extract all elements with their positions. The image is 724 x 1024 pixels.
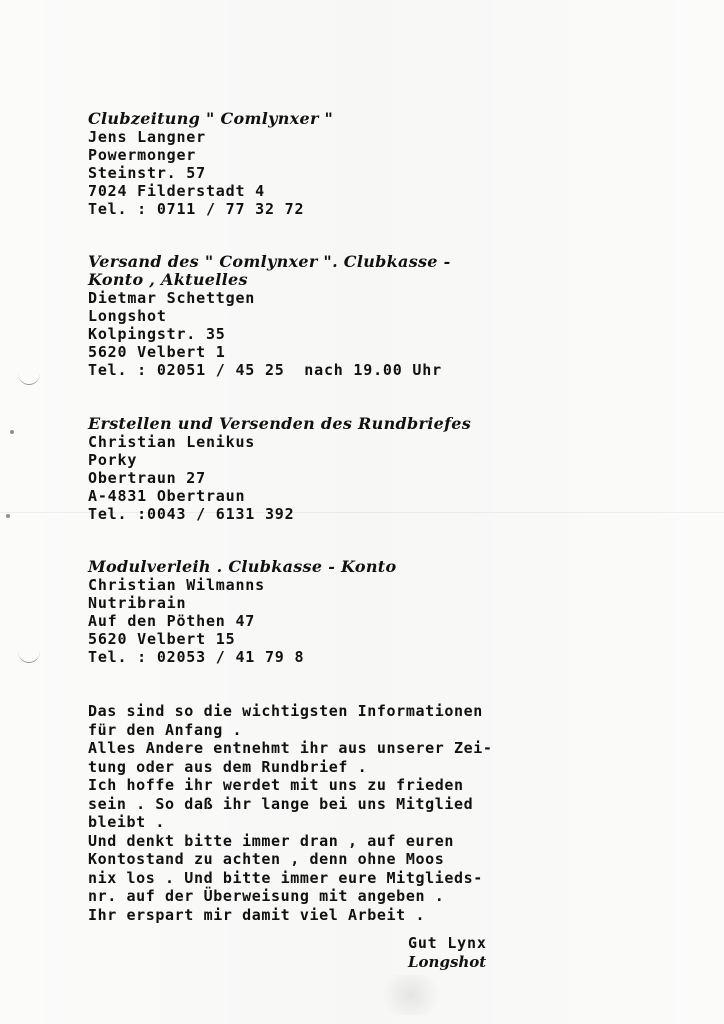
section-heading-continued: Konto , Aktuelles bbox=[88, 270, 248, 289]
body-line: bleibt . bbox=[88, 813, 166, 831]
contact-city: 5620 Velbert 15 bbox=[88, 630, 236, 648]
body-line: sein . So daß ihr lange bei uns Mitglied bbox=[88, 794, 474, 813]
contact-city: 7024 Filderstadt 4 bbox=[88, 182, 265, 200]
contact-block-clubzeitung bbox=[88, 110, 333, 218]
contact-phone: Tel. : 0711 / 77 32 72 bbox=[88, 200, 305, 218]
punch-hole-mark-bottom bbox=[18, 640, 40, 663]
body-line: Kontostand zu achten , denn ohne Moos bbox=[88, 850, 445, 868]
body-line: nr. auf der Überweisung mit angeben . bbox=[88, 887, 445, 905]
body-line: Ihr erspart mir damit viel Arbeit . bbox=[88, 905, 426, 924]
contact-phone: Tel. : 02051 / 45 25 nach 19.00 Uhr bbox=[88, 361, 442, 379]
body-line: Alles Andere entnehmt ihr aus unserer Zei- bbox=[88, 739, 493, 757]
contact-nickname: Longshot bbox=[88, 307, 167, 325]
signature-block bbox=[408, 934, 487, 972]
section-heading: Clubzeitung " Comlynxer " bbox=[88, 109, 334, 128]
signature-name: Longshot bbox=[408, 953, 487, 971]
section-heading: Modulverleih . Clubkasse - Konto bbox=[88, 557, 397, 576]
contact-name: Christian Wilmanns bbox=[88, 576, 265, 594]
signature-greeting: Gut Lynx bbox=[408, 934, 487, 952]
punch-hole-mark-top bbox=[18, 362, 40, 385]
contact-nickname: Porky bbox=[88, 451, 138, 469]
contact-street: Auf den Pöthen 47 bbox=[88, 612, 256, 630]
contact-block-modulverleih bbox=[88, 558, 396, 666]
paper-smudge bbox=[376, 975, 446, 1015]
contact-nickname: Powermonger bbox=[88, 146, 197, 164]
contact-street: Obertraun 27 bbox=[88, 469, 206, 487]
body-line: nix los . Und bitte immer eure Mitglieds- bbox=[88, 868, 483, 887]
section-heading: Versand des " Comlynxer ". Clubkasse - bbox=[88, 252, 451, 271]
paper-speck bbox=[10, 430, 14, 434]
contact-city: A-4831 Obertraun bbox=[88, 487, 246, 505]
closing-message bbox=[88, 702, 648, 924]
body-line: Ich hoffe ihr werdet mit uns zu frieden bbox=[88, 776, 464, 794]
contact-name: Jens Langner bbox=[88, 128, 206, 146]
contact-phone: Tel. :0043 / 6131 392 bbox=[88, 505, 295, 523]
paper-speck bbox=[6, 514, 10, 518]
contact-block-versand bbox=[88, 253, 451, 379]
contact-street: Steinstr. 57 bbox=[88, 164, 206, 182]
contact-name: Christian Lenikus bbox=[88, 433, 256, 451]
section-heading: Erstellen und Versenden des Rundbriefes bbox=[88, 414, 472, 433]
body-line: Das sind so die wichtigsten Informationen bbox=[88, 702, 483, 720]
contact-name: Dietmar Schettgen bbox=[88, 289, 256, 307]
body-line: Und denkt bitte immer dran , auf euren bbox=[88, 831, 454, 850]
body-line: tung oder aus dem Rundbrief . bbox=[88, 757, 368, 776]
body-line: für den Anfang . bbox=[88, 720, 243, 739]
contact-city: 5620 Velbert 1 bbox=[88, 343, 226, 361]
contact-phone: Tel. : 02053 / 41 79 8 bbox=[88, 648, 305, 666]
contact-block-rundbrief bbox=[88, 415, 471, 523]
contact-street: Kolpingstr. 35 bbox=[88, 325, 226, 343]
contact-nickname: Nutribrain bbox=[88, 594, 187, 612]
